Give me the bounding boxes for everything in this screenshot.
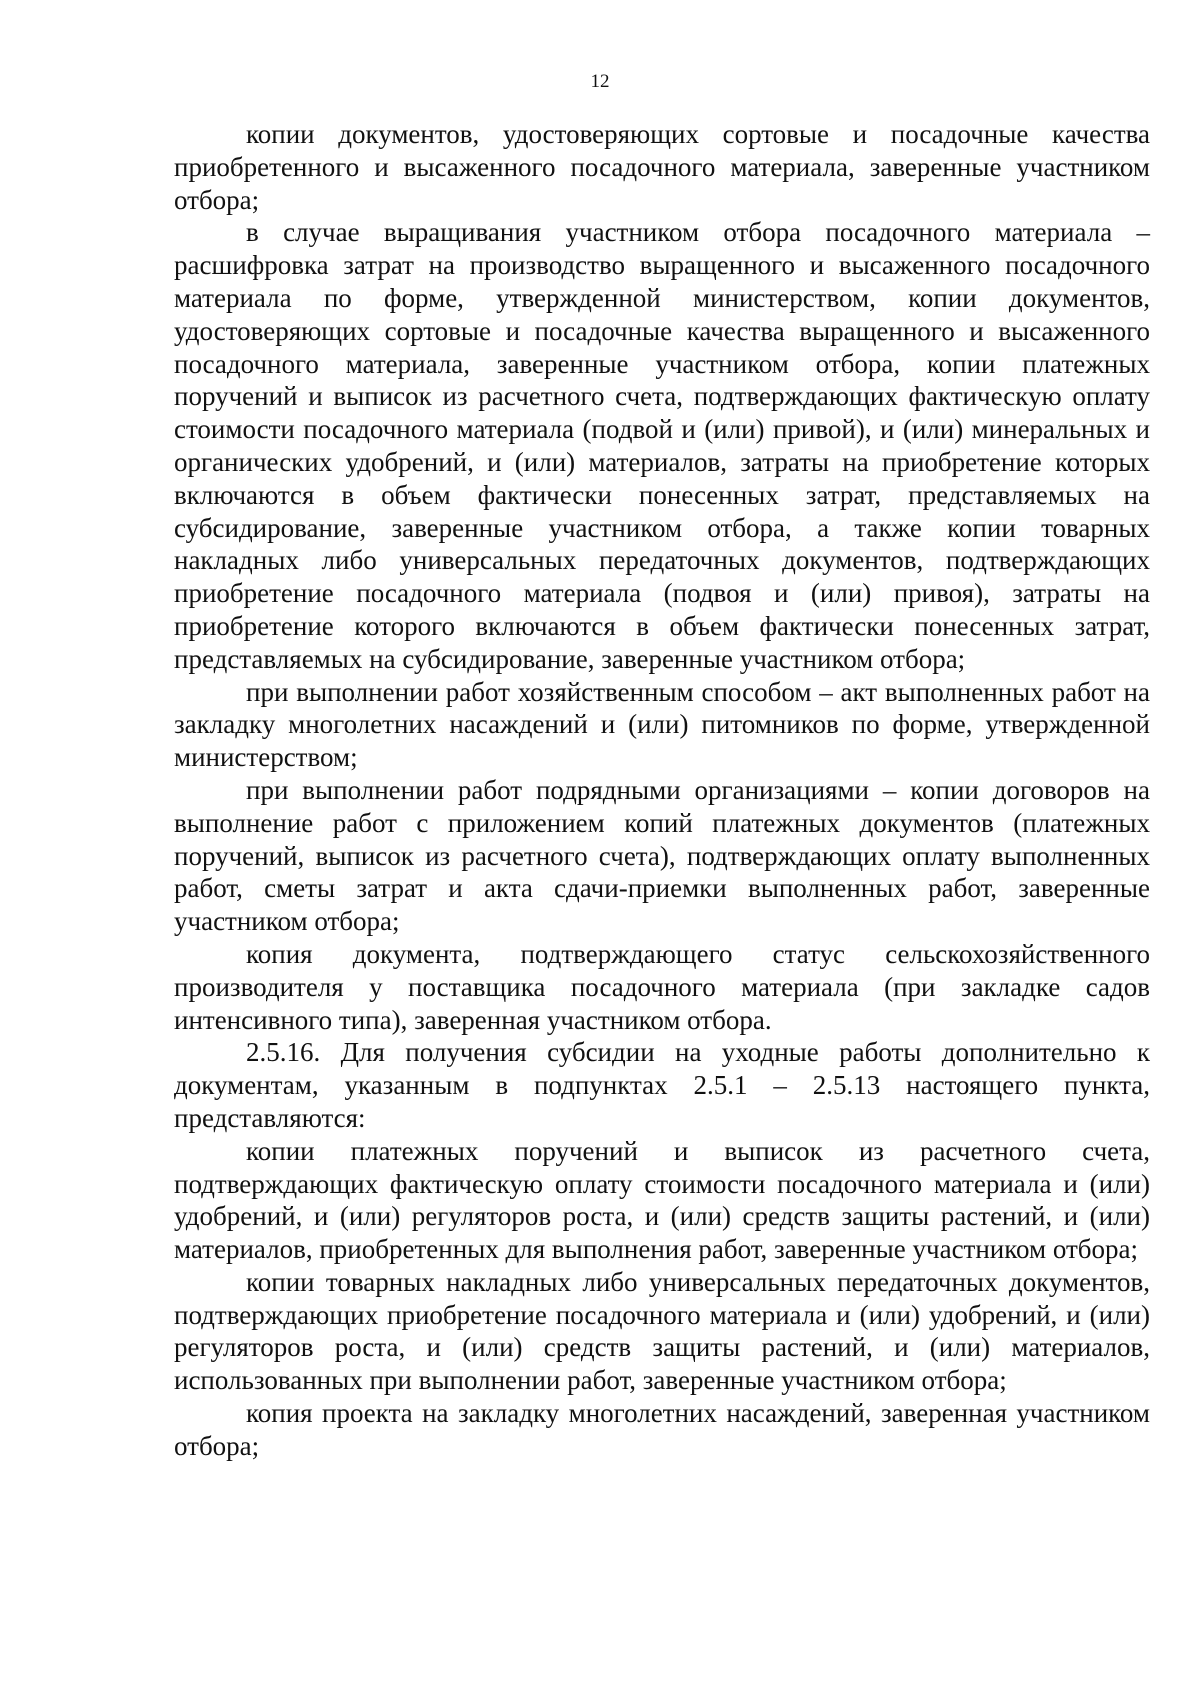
paragraph: копии документов, удостоверяющих сортовые и посадочные качества приобретенного и высаженного посадочного материала, заверенные участником отбора; bbox=[174, 119, 1150, 215]
page-number: 12 bbox=[590, 71, 610, 92]
paragraph: при выполнении работ подрядными организациями – копии договоров на выполнение работ с приложением копий платежных документов (платежных поручений, выписок из расчетного счета), подтверждающих оплату выполненных работ, сметы затрат и акта сдачи-приемки выполненных работ, заверенные участником отбора; bbox=[174, 774, 1150, 937]
paragraph: копии товарных накладных либо универсальных передаточных документов, подтверждающих приобретение посадочного материала и (или) удобрений, и (или) регуляторов роста, и (или) средств защиты растений, и (или) материалов, использованных при выполнении работ, заверенные участником отбора; bbox=[174, 1266, 1150, 1396]
paragraph: копия документа, подтверждающего статус сельскохозяйственного производителя у поставщика посадочного материала (при закладке садов интенсивного типа), заверенная участником отбора. bbox=[174, 938, 1150, 1035]
paragraph: копии платежных поручений и выписок из расчетного счета, подтверждающих фактическую оплату стоимости посадочного материала и (или) удобрений, и (или) регуляторов роста, и (или) средств защиты растений, и (или) материалов, приобретенных для выполнения работ, заверенные участником отбора; bbox=[174, 1135, 1150, 1265]
document-body bbox=[174, 118, 1150, 1463]
paragraph: при выполнении работ хозяйственным способом – акт выполненных работ на закладку многолетних насаждений и (или) питомников по форме, утвержденной министерством; bbox=[174, 676, 1150, 773]
paragraph-section-2-5-16: 2.5.16. Для получения субсидии на уходные работы дополнительно к документам, указанным в подпунктах 2.5.1 – 2.5.13 настоящего пункта, представляются: bbox=[174, 1037, 1150, 1133]
paragraph: копия проекта на закладку многолетних насаждений, заверенная участником отбора; bbox=[174, 1398, 1150, 1461]
paragraph: в случае выращивания участником отбора посадочного материала – расшифровка затрат на производство выращенного и высаженного посадочного материала по форме, утвержденной министерством, копии документов, удостоверяющих сортовые и посадочные качества выращенного и высаженного посадочного материала, заверенные участником отбора, копии платежных поручений и выписок из расчетного счета, подтверждающих фактическую оплату стоимости посадочного материала (подвой и (или) привой), и (или) минеральных и органических удобрений, и (или) материалов, затраты на приобретение которых включаются в объем фактически понесенных затрат, представляемых на субсидирование, заверенные участником отбора, а также копии товарных накладных либо универсальных передаточных документов, подтверждающих приобретение посадочного материала (подвоя и (или) привоя), затраты на приобретение которого включаются в объем фактически понесенных затрат, представляемых на субсидирование, заверенные участником отбора; bbox=[174, 217, 1150, 674]
